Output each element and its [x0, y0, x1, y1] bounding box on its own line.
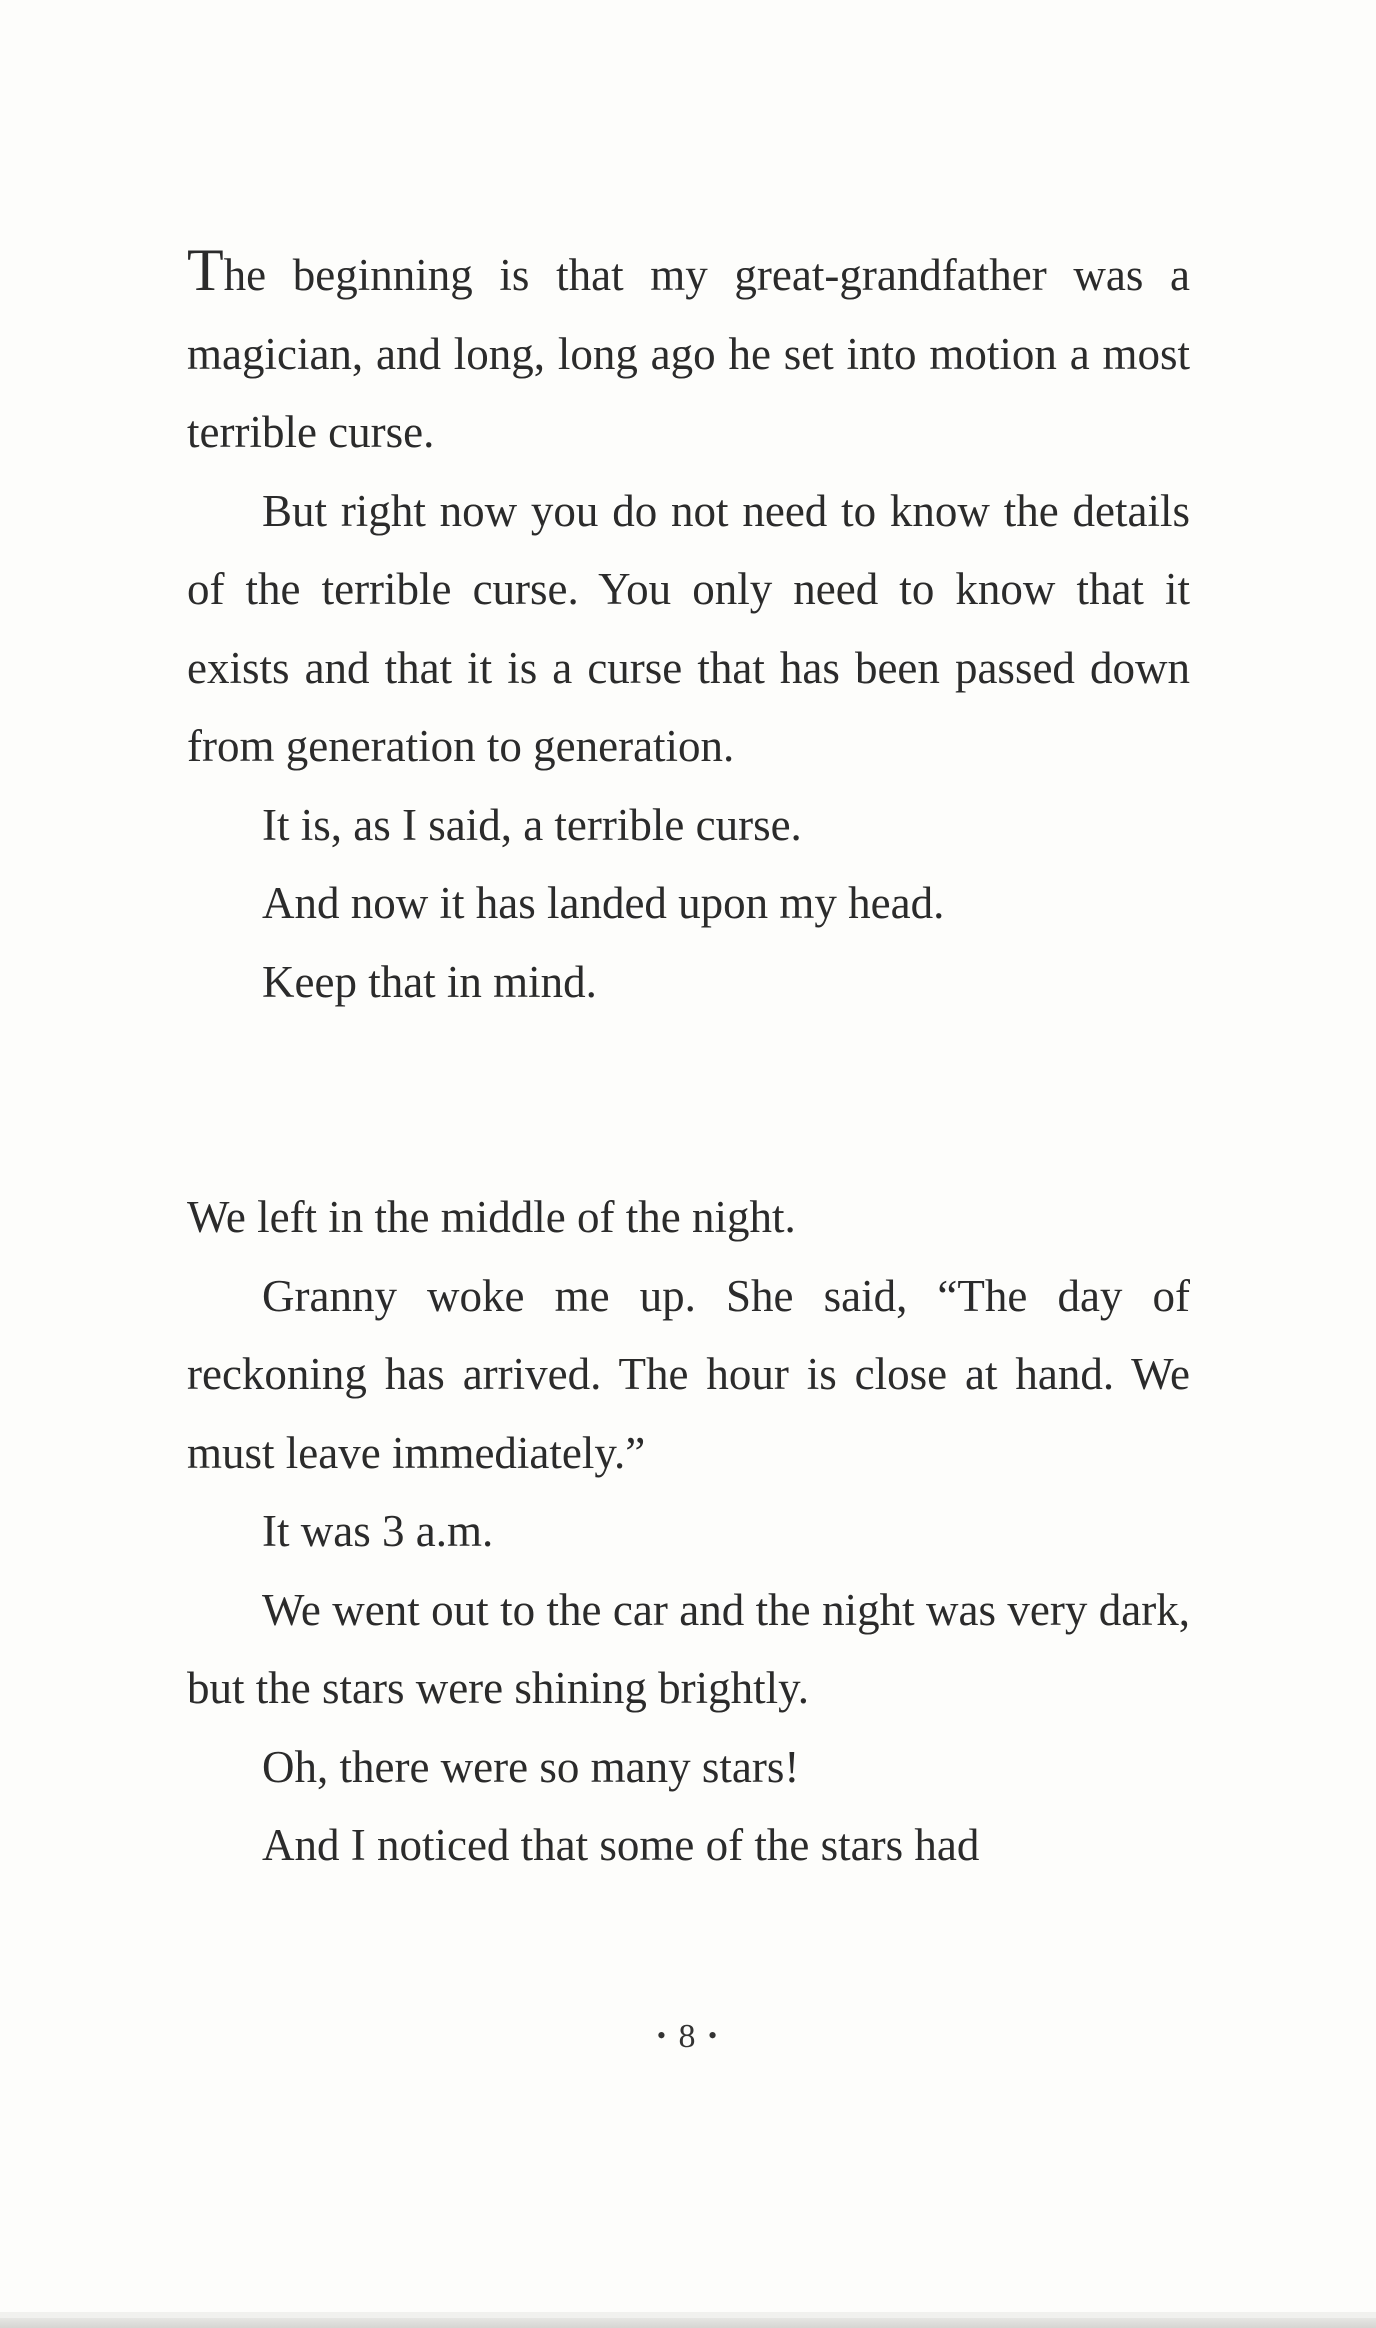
paragraph-7: Granny woke me up. She said, “The day of reckoning has arrived. The hour is close at hand. We must leave immediately.” [187, 1270, 1190, 1478]
page-body [187, 236, 1190, 1885]
paragraph-11: And I noticed that some of the stars had [262, 1820, 980, 1870]
page-number-text: 8 [678, 2018, 698, 2055]
paragraph-3: It is, as I said, a terrible curse. [262, 799, 802, 850]
folio-ornament-left: • [656, 2021, 668, 2050]
initial-letter: T [187, 237, 224, 303]
paragraph-10: Oh, there were so many stars! [262, 1741, 800, 1792]
paragraph-1 [187, 236, 1190, 472]
paragraph-6: We left in the middle of the night. [187, 1192, 796, 1242]
paragraph-4: And now it has landed upon my head. [262, 878, 945, 928]
paragraph-2: But right now you do not need to know the details of the terrible curse. You only need to know that it exists and that it is a curse that has been passed down from generation to generation. [187, 485, 1190, 771]
paragraph-5: Keep that in mind. [262, 956, 597, 1007]
paragraph-9: We went out to the car and the night was very dark, but the stars were shining brightly. [187, 1584, 1190, 1713]
folio-ornament-right: • [708, 2021, 720, 2050]
section-break [187, 1021, 1190, 1178]
page-number [0, 2018, 1376, 2056]
paragraph-1-text: he beginning is that my great-grandfather was a magician, and long, long ago he set into motion a most terrible curse. [187, 250, 1190, 457]
scan-edge [0, 2318, 1376, 2328]
paragraph-8: It was 3 a.m. [262, 1506, 494, 1556]
